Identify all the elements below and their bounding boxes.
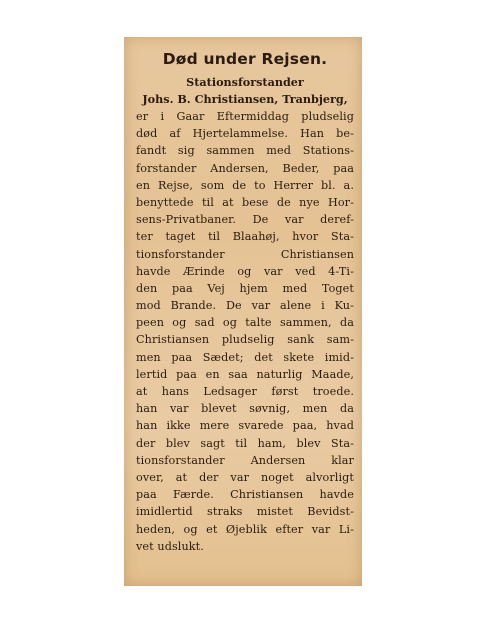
subhead-title: Stationsforstander: [186, 75, 304, 89]
body-line: vet udslukt.: [136, 539, 204, 553]
body-line: fandt sig sammen med Stations-: [136, 144, 354, 158]
body-line: over, at der var noget alvorligt: [136, 470, 354, 484]
body-line: men paa Sædet; det skete imid-: [136, 350, 354, 364]
body-line: havde Ærinde og var ved 4-Ti-: [136, 264, 354, 278]
body-line: heden, og et Øjeblik efter var Li-: [136, 522, 354, 536]
subhead-name: Johs. B. Christiansen, Tranbjerg,: [142, 92, 348, 106]
article-body: [136, 108, 354, 555]
body-line: lertid paa en saa naturlig Maade,: [136, 367, 354, 381]
body-line: den paa Vej hjem med Toget: [136, 281, 354, 295]
body-line: tionsforstander Christiansen: [136, 247, 354, 261]
body-line: sens-Privatbaner. De var deref-: [136, 213, 354, 227]
body-line: mod Brande. De var alene i Ku-: [136, 299, 354, 313]
body-line: paa Færde. Christiansen havde: [136, 488, 354, 502]
headline: Død under Rejsen.: [162, 50, 328, 68]
body-line: benyttede til at bese de nye Hor-: [136, 195, 354, 209]
body-line: han ikke mere svarede paa, hvad: [136, 419, 354, 433]
body-line: Christiansen pludselig sank sam-: [136, 333, 354, 347]
body-line: der blev sagt til ham, blev Sta-: [136, 436, 354, 450]
body-line: død af Hjertelammelse. Han be-: [136, 127, 354, 141]
body-line: imidlertid straks mistet Bevidst-: [136, 505, 354, 519]
body-line: tionsforstander Andersen klar: [136, 453, 354, 467]
body-line: er i Gaar Eftermiddag pludselig: [136, 110, 354, 123]
body-line: han var blevet søvnig, men da: [136, 402, 354, 416]
newspaper-clipping: [124, 37, 362, 586]
body-line: ter taget til Blaahøj, hvor Sta-: [136, 230, 354, 244]
body-line: at hans Ledsager først troede.: [136, 385, 354, 398]
body-line: forstander Andersen, Beder, paa: [136, 161, 354, 175]
body-line: peen og sad og talte sammen, da: [136, 316, 354, 330]
body-line: en Rejse, som de to Herrer bl. a.: [136, 178, 354, 192]
